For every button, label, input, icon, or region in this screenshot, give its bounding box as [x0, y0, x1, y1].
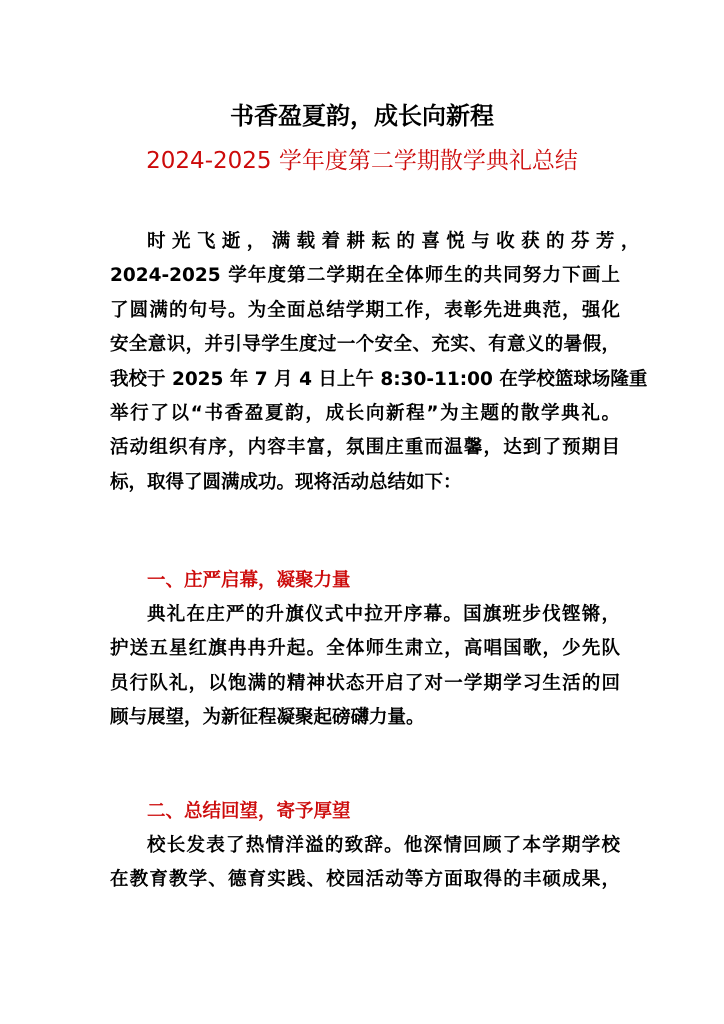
paragraph-line: 活动组织有序，内容丰富，氛围庄重而温馨，达到了预期目	[110, 437, 620, 459]
paragraph-line: 2024-2025 学年度第二学期在全体师生的共同努力下画上	[110, 265, 620, 287]
paragraph-line: 顾与展望，为新征程凝聚起磅礴力量。	[110, 707, 425, 729]
section-heading: 二、总结回望，寄予厚望	[147, 801, 351, 822]
paragraph-line: 校长发表了热情洋溢的致辞。他深情回顾了本学期学校	[147, 835, 620, 856]
paragraph-line: 了圆满的句号。为全面总结学期工作，表彰先进典范，强化	[110, 299, 620, 321]
section-1-paragraph	[110, 598, 620, 736]
paragraph-line: 护送五星红旗冉冉升起。全体师生肃立，高唱国歌，少先队	[110, 638, 620, 660]
intro-paragraph	[110, 225, 648, 500]
paragraph-line: 安全意识，并引导学生度过一个安全、充实、有意义的暑假，	[110, 334, 620, 356]
document-title: 书香盈夏韵，成长向新程	[230, 102, 494, 130]
section-2-paragraph	[110, 829, 620, 898]
section-heading: 一、庄严启幕，凝聚力量	[147, 570, 351, 591]
paragraph-line: 我校于 2025 年 7 月 4 日上午 8:30-11:00 在学校篮球场隆重	[110, 368, 648, 390]
paragraph-line: 举行了以“书香盈夏韵，成长向新程”为主题的散学典礼。	[110, 403, 620, 425]
paragraph-line: 标，取得了圆满成功。现将活动总结如下：	[110, 471, 462, 493]
paragraph-line: 在教育教学、德育实践、校园活动等方面取得的丰硕成果，	[110, 869, 620, 891]
paragraph-line: 员行队礼，以饱满的精神状态开启了对一学期学习生活的回	[110, 672, 620, 694]
document-subtitle: 2024-2025 学年度第二学期散学典礼总结	[146, 148, 578, 174]
paragraph-line: 典礼在庄严的升旗仪式中拉开序幕。国旗班步伐铿锵，	[147, 604, 620, 625]
paragraph-line: 时 光 飞 逝 ， 满 载 着 耕 耘 的 喜 悦 与 收 获 的 芬 芳 ，	[147, 231, 640, 252]
